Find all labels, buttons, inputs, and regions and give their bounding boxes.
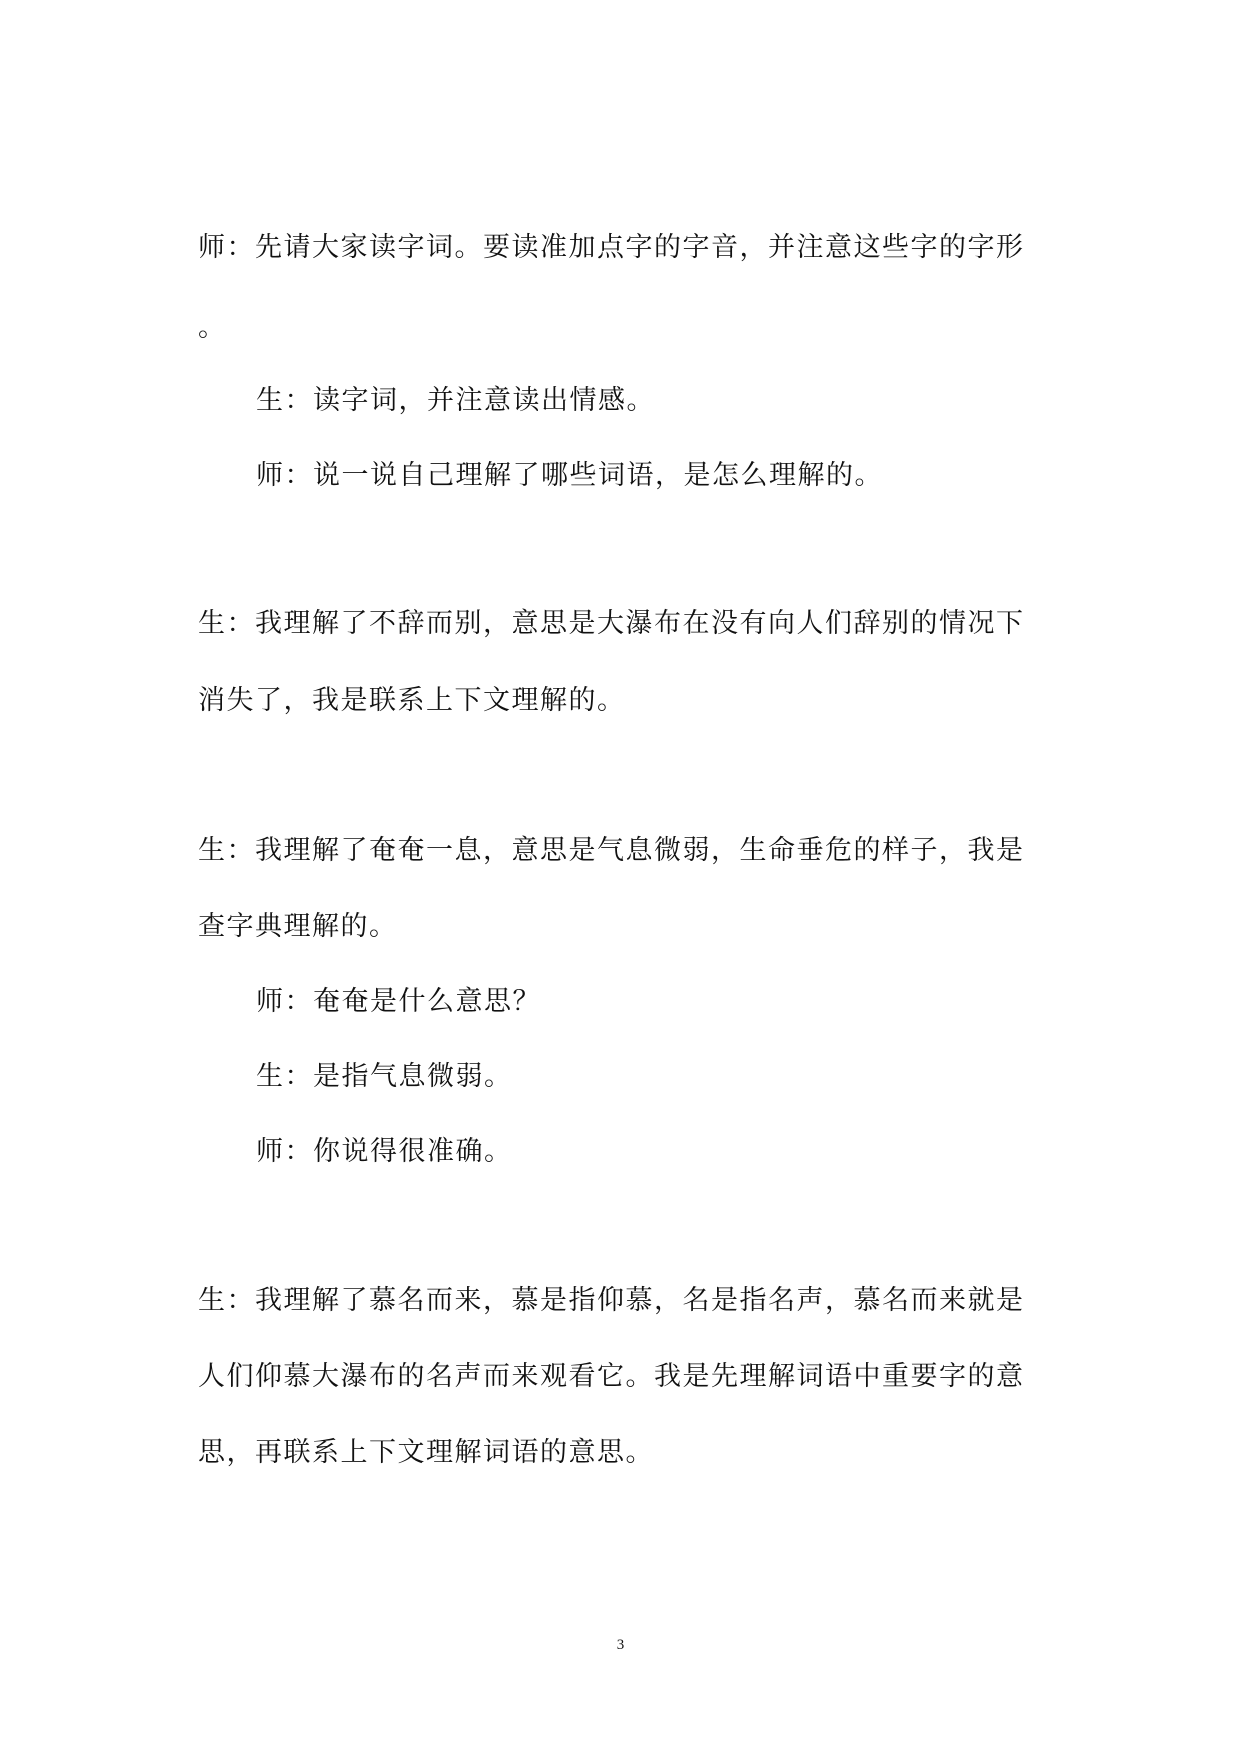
- text-line: 消失了，我是联系上下文理解的。: [198, 685, 626, 716]
- text-line: 师：你说得很准确。: [256, 1136, 513, 1167]
- text-line: 查字典理解的。: [198, 911, 398, 942]
- text-line: 生：我理解了奄奄一息，意思是气息微弱，生命垂危的样子，我是: [198, 835, 1025, 866]
- text-line: 生：是指气息微弱。: [256, 1061, 513, 1092]
- text-line: 思，再联系上下文理解词语的意思。: [198, 1437, 654, 1468]
- text-line: 师：说一说自己理解了哪些词语，是怎么理解的。: [256, 460, 883, 491]
- text-line: 师：奄奄是什么意思？: [256, 986, 541, 1017]
- text-line: 生：我理解了慕名而来，慕是指仰慕，名是指名声，慕名而来就是: [198, 1285, 1025, 1316]
- page-number: 3: [616, 1637, 625, 1653]
- text-line: 师：先请大家读字词。要读准加点字的字音，并注意这些字的字形: [198, 232, 1025, 263]
- text-line: 人们仰慕大瀑布的名声而来观看它。我是先理解词语中重要字的意: [198, 1361, 1025, 1392]
- text-line: 。: [198, 312, 227, 343]
- text-line: 生：读字词，并注意读出情感。: [256, 385, 655, 416]
- text-line: 生：我理解了不辞而别，意思是大瀑布在没有向人们辞别的情况下: [198, 608, 1025, 639]
